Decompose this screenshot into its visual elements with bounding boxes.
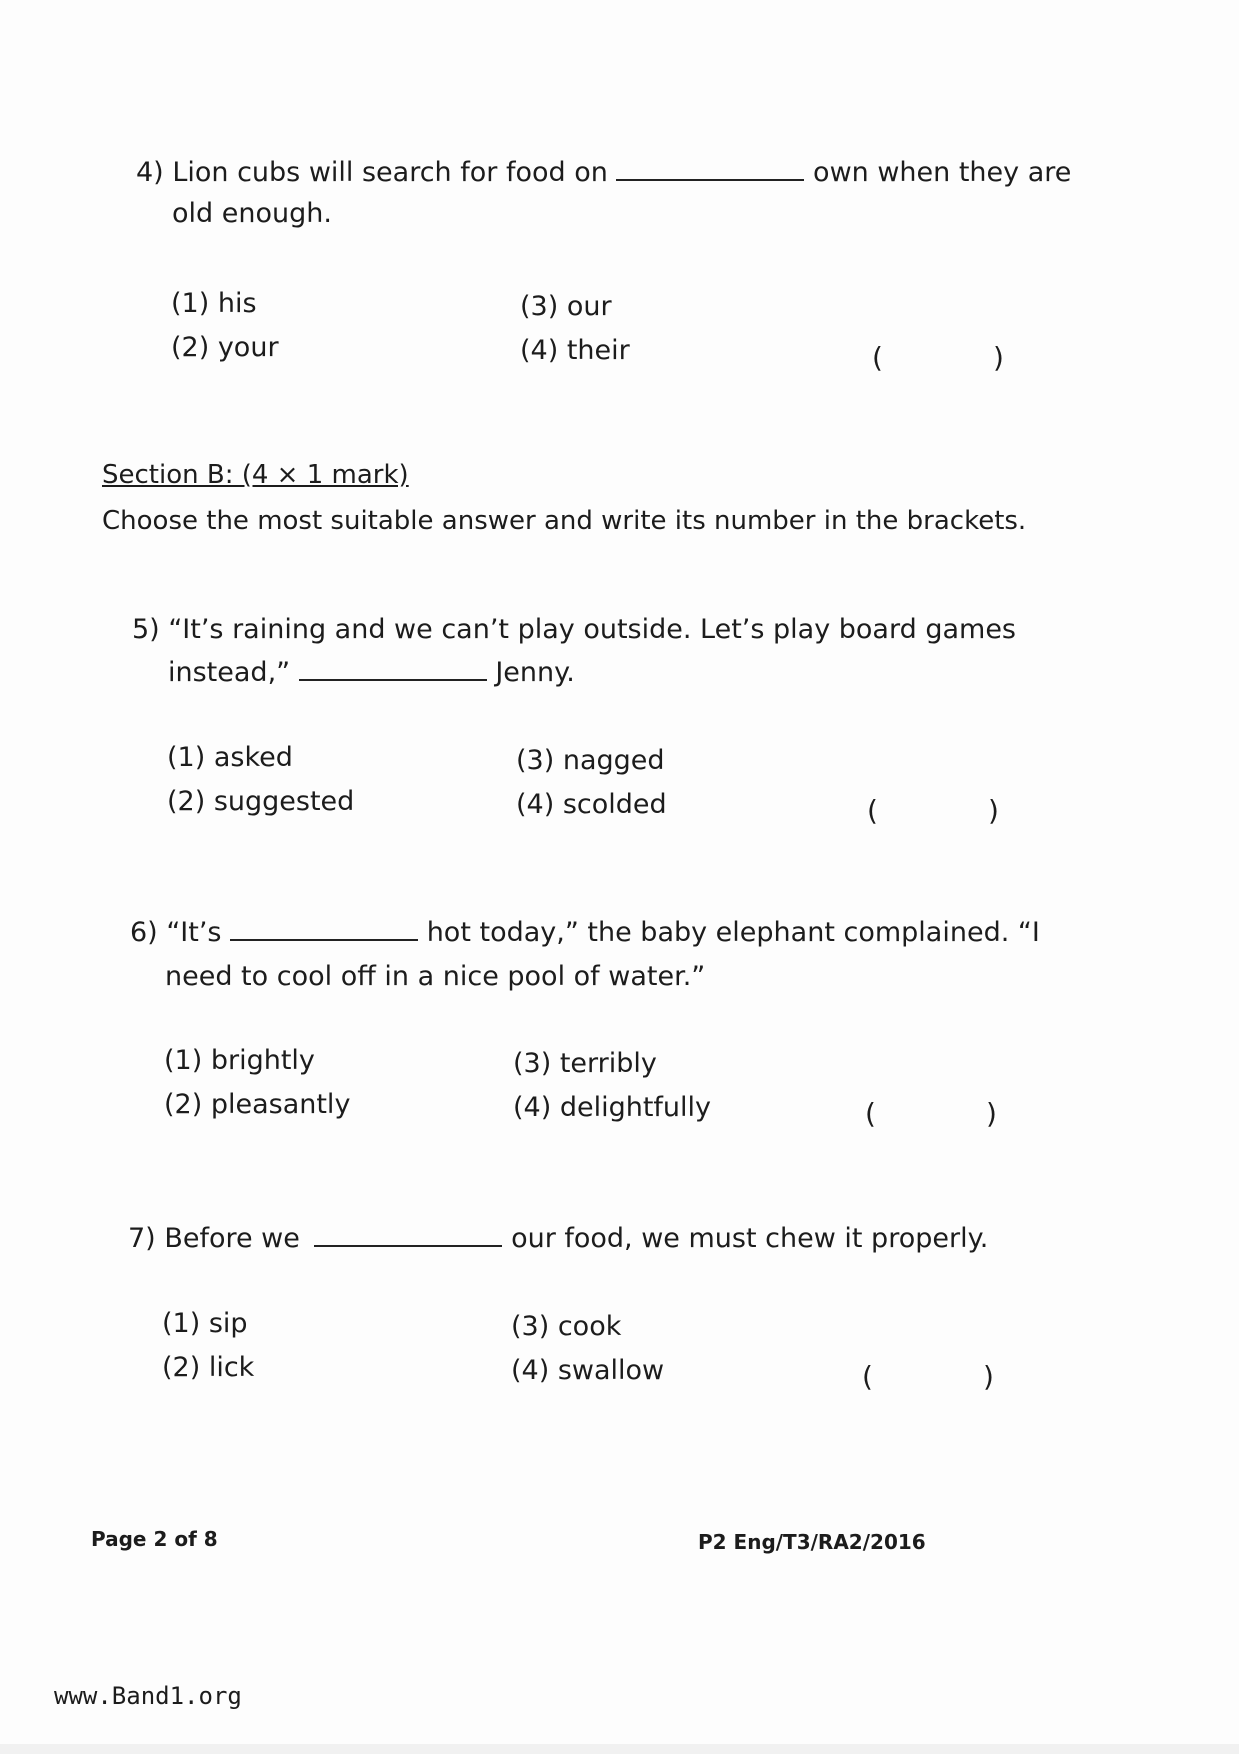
question-4 bbox=[136, 152, 1071, 194]
question-7 bbox=[128, 1218, 988, 1260]
question-text: “It’s raining and we can’t play outside. Let’s play board games bbox=[168, 614, 1016, 645]
question-6 bbox=[130, 912, 1040, 954]
question-5-line-2 bbox=[168, 652, 575, 694]
option: (1) brightly bbox=[164, 1045, 315, 1076]
question-text: Lion cubs will search for food on bbox=[172, 157, 608, 188]
option: (2) your bbox=[171, 332, 279, 363]
answer-blank bbox=[314, 1225, 502, 1247]
answer-blank bbox=[616, 159, 804, 181]
question-4-line-2: old enough. bbox=[172, 198, 332, 229]
option: (3) terribly bbox=[513, 1048, 657, 1079]
question-number: 7) bbox=[128, 1223, 156, 1254]
option: (1) sip bbox=[162, 1308, 248, 1339]
question-number: 6) bbox=[130, 917, 158, 948]
section-instruction: Choose the most suitable answer and write its number in the brackets. bbox=[102, 506, 1027, 536]
option: (3) cook bbox=[511, 1311, 622, 1342]
question-5 bbox=[132, 609, 1016, 651]
question-6-line-2: need to cool off in a nice pool of water.” bbox=[165, 961, 706, 992]
option: (2) pleasantly bbox=[164, 1089, 351, 1120]
answer-bracket-open: ( bbox=[865, 1097, 876, 1130]
answer-bracket-close: ) bbox=[986, 1097, 997, 1130]
answer-bracket-close: ) bbox=[983, 1360, 994, 1393]
question-text: instead,” bbox=[168, 657, 291, 688]
section-title: Section B: (4 × 1 mark) bbox=[102, 460, 409, 490]
answer-bracket-open: ( bbox=[872, 341, 883, 374]
option: (3) our bbox=[520, 291, 612, 322]
question-text: Before we bbox=[164, 1223, 300, 1254]
page-number: Page 2 of 8 bbox=[91, 1527, 218, 1551]
answer-bracket-open: ( bbox=[862, 1360, 873, 1393]
question-text: “It’s bbox=[166, 917, 222, 948]
option: (4) scolded bbox=[516, 789, 667, 820]
question-text: our food, we must chew it properly. bbox=[511, 1223, 989, 1254]
option: (4) swallow bbox=[511, 1355, 665, 1386]
option: (2) suggested bbox=[167, 786, 355, 817]
answer-bracket-close: ) bbox=[993, 341, 1004, 374]
option: (4) delightfully bbox=[513, 1092, 712, 1123]
option: (1) his bbox=[171, 288, 257, 319]
option: (2) lick bbox=[162, 1352, 255, 1383]
scan-edge bbox=[0, 1744, 1239, 1754]
answer-bracket-close: ) bbox=[988, 794, 999, 827]
option: (4) their bbox=[520, 335, 630, 366]
paper-code: P2 Eng/T3/RA2/2016 bbox=[698, 1530, 926, 1554]
answer-bracket-open: ( bbox=[867, 794, 878, 827]
option: (3) nagged bbox=[516, 745, 665, 776]
question-number: 5) bbox=[132, 614, 160, 645]
question-number: 4) bbox=[136, 157, 164, 188]
answer-blank bbox=[299, 659, 487, 681]
answer-blank bbox=[230, 919, 418, 941]
question-text: Jenny. bbox=[495, 657, 575, 688]
option: (1) asked bbox=[167, 742, 293, 773]
question-text: hot today,” the baby elephant complained. “I bbox=[426, 917, 1040, 948]
question-text: own when they are bbox=[813, 157, 1072, 188]
watermark-url: www.Band1.org bbox=[54, 1682, 242, 1710]
